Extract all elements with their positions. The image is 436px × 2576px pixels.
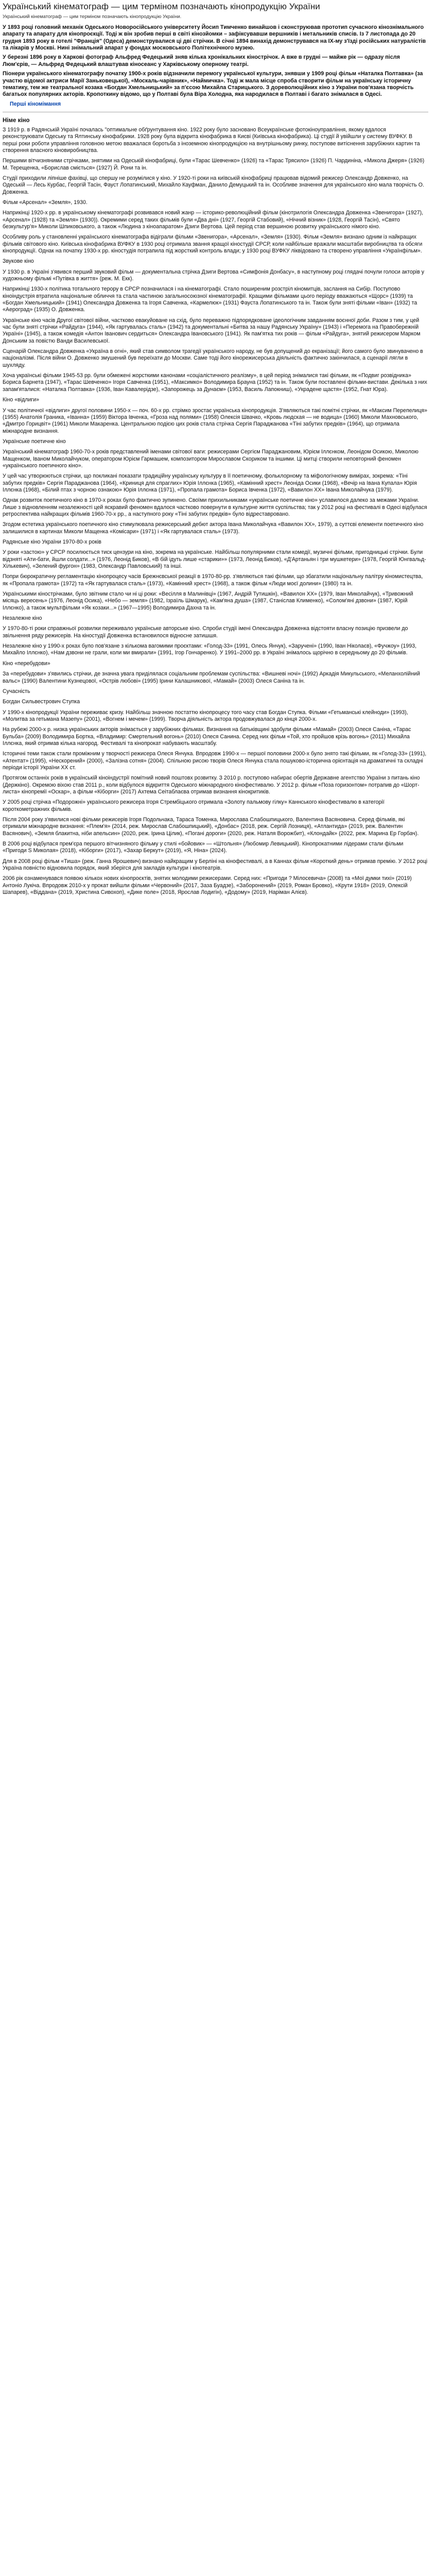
body-paragraph: Кіно «відлиги» xyxy=(3,397,40,403)
body-paragraph: Радянське кіно України 1970-80-х років xyxy=(3,539,101,545)
body-paragraph: За «перебудови» з'явились стрічки, де значна увага приділялася соціальним проблемам суспільства: «Вишневі ночі» (1992) Аркадія Микульського, «Меланхолійний вальс» (1990) Валентини Кузнецової, «Острів любові» (1995) Ірини Калашникової, «Мамай» (2003) Олеся Саніна та ін. xyxy=(3,671,420,684)
contents-item[interactable] xyxy=(10,101,428,108)
body-paragraph: У час політичної «відлиги» другої половини 1950-х — поч. 60-х рр. стрімко зростає українська кінопродукція. З'являються такі помітні стрічки, як «Максим Перепелиця» (1955) Анатолія Граника, «Іванна» (1959) Віктора Івченка, «Гроза над полями» (1958) Олексія Швачко, «Кровь людская — не водица» (1960) Миколи Махновського, «Дмитро Горицвіт» (1961) Миколи Макаренка. Центральною подією цих років стала стрічка Сергія Параджанова «Тіні забутих предків» (1964), що отримала міжнародне визнання. xyxy=(3,407,428,434)
page-title: Український кінематограф — цим терміном позначають кінопродукцію України xyxy=(3,2,320,11)
body-paragraph: Незалежне кіно у 1990-х роках було пов'язане з кількома вагомими проєктами: «Голод-33» (1991, Олесь Янчук), «Заручені» (1990, Іван Ніколаєв), «Фучжоу» (1993, Михайло Іллєнко), «Нам дзвони не грали, коли ми вмирали» (1991, Ігор Гончаренко). У 1991–2000 рр. в Україні знімалось щорічно в середньому до 20 фільмів. xyxy=(3,643,417,656)
body-paragraph: У 1930 р. в Україні з'явився перший звуковий фільм — документальна стрічка Дзиги Вертова «Симфонія Донбасу», в наступному році глядачі почули голоси акторів у художньому фільмі «Путівка в життя» (реж. М. Екк). xyxy=(3,268,425,282)
intro-paragraph: Піонери українського кінематографу початку 1900-х років відзначили перемогу української культури, знявши у 1909 році фільм «Наталка Полтавка» (за участю відомої актриси Марії Заньковецької), «Москаль-чарівник», «Наймичка». Тоді ж мала місце спроба створити фільм на українську історичну тематику, тем же театральної козака «Богдан Хмельницький» за п'єсою Михайла Старицького. З дореволюційних кіно з України пов'язана творчість багатьох популярних акторів. Кропоткину відомо, що у Полтаві була Віра Холодна, яка народилася в Полтаві і багато знімалася в Одесі. xyxy=(3,71,423,98)
body-paragraph: Хоча українські фільми 1945-53 рр. були обмежені жорсткими канонами «соціалістичного реалізму», в цей період знімалися такі фільми, як «Подвиг розвідника» Бориса Барнета (1947), «Тарас Шевченко» Ігоря Савченка (1951), «Максимко» Володимира Брауна (1952) та ін. Також були поставлені фільми-вистави. Декілька з них запам'яталися: «Наталка Полтавка» (1936, Іван Кавалерідзе), «Запорожець за Дунаєм» (1953, Василь Лапокниш), «Украдене щастя» (1952, Гнат Юра). xyxy=(3,372,427,393)
body-paragraph: Студії приходили ліпніше фахівці, що спершу не розумілися у кіно. У 1920-ті роки на київській кінофабриці працював відомий режисер Олександр Довженко, на Одеській — Лесь Курбас, Георгій Тасін, Фауст Лопатинський, Михайло Кауфман, Данило Демуцький та ін. Особливе значення для українського кіно мала творчість О. Довженка. xyxy=(3,175,424,195)
body-paragraph: Особливу роль у становленні українського кінематографа відіграли фільми «Звенигора», «Арсенал», «Земля» (1930). Фільм «Земля» визнано одним із найкращих фільмів світового кіно. Київська кінофабрика ВУФКУ в 1930 році отримала звання кращої кіностудії СРСР, коли найбільше вражали масштаби виробництва та обсяги кінопродукції. Однак на початку 1930-х рр. кіностудія потрапила під жорсткий контроль влади; у 1930 році ВУФКУ ліквідовано та створено управління «Українфільм». xyxy=(3,234,423,254)
body-paragraph: Попри бюрократичну регламентацію кінопроцесу часів Брежнєвської реакції в 1970-80-рр. з'являються такі фільми, що збагатили національну палітру кіномистецтва, як «Пропала грамота» (1972) та «Як гартувалася сталь» (1973), «Камінний хрест» (1968), а також фільм «Люди моєї долини» (1980) та ін. xyxy=(3,573,423,587)
body-paragraph: Наприкінці 1930-х політика тотального терору в СРСР позначилася і на кінематографі. Стало поширеним розстріл кіномитців, заслання на Сибір. Поступово кіноіндустрія втратила національне обличчя та стала частиною загальносоюзної кінематографії. Кращими фільмами цього періоду вважаються «Щорс» (1939) та «Богдан Хмельницький» (1941) Олександра Довженка та Ігоря Савченка, «Кармелюк» (1931) Фауста Лопатинського та ін. Також були зняті фільми «Іван» (1932) та «Аероград» (1935) О. Довженка. xyxy=(3,286,417,313)
body-paragraph: У 2005 році стрічка «Подорожні» українського режисера Ігоря Стрембіцького отримала «Золоту пальмову гілку» Каннського кінофестивалю в категорії короткометражних фільмів. xyxy=(3,799,385,812)
body-paragraph: Для в 2008 році фільм «Тиша» (реж. Ганна Ярошевич) визнано найкращим у Берліні на кінофестивалі, а в Каннах фільм «Короткий день» отримав премію. У 2012 році Україна повністю відновила порядок, який зберігся для закладів культури і кінотеатрів. xyxy=(3,858,428,872)
body-paragraph: Звукове кіно xyxy=(3,258,34,265)
contents-list xyxy=(10,101,428,108)
body-paragraph: 2006 рік ознаменувався появою кількох нових кінопроєктів, знятих молодими режисерами. Серед них: «Пригоди ? Мілосевича» (2008) та «Мої думки тихі» (2019) Антоніо Лукіча. Впродовж 2010-х у прокат вийшли фільми «Червоний» (2017, Заза Буадзе), «Заборонений» (2019, Роман Бровко), «Крути 1918» (2019, Олексій Шапарев), «Віддана» (2019, Христина Сивохоп), «Дике поле» (2018, Ярослав Лодигін), «Додому» (2019, Наріман Алієв). xyxy=(3,875,412,896)
body-paragraph: З 1919 р. в Радянській Україні почалась "оптимальне обґрунтування кіно. 1922 року було засновано Всеукраїнське фотокіноуправління, якому вдалося реконструювати Одеську та Ялтинську кінофабрики. 1928 року була відкрита кінофабрика в Києві (Київська кінофабрика). Ці студії й увійшли у систему ВУФКУ. В перші роки роботи управління головною метою вважалася боротьба з іноземною кінопродукцією на внутрішньому ринку, поступове витіснення зарубіжних картин та створення власного кіновиробництва. xyxy=(3,126,420,154)
body-paragraph: Українське кіно часів Другої світової війни, частково евакуйоване на схід, було переважно підпорядковане ідеологічним завданням воєнної доби. Разом з тим, у цей час були зняті стрічки «Райдуга» (1944), «Як гартувалась сталь» (1942) та документальні «Битва за нашу Радянську Україну» (1943) і «Перемога на Правобережній Україні» (1945), а також комедія «Антон Іванович сердиться» Олександра Івановського (1941). Як пам'ятка тих років — фільм «Райдуга», знятий режисером Марком Донським за повістю Ванди Василевської. xyxy=(3,317,421,344)
body-paragraph: Першими вітчизняними стрічками, знятими на Одеській кінофабриці, були «Тарас Шевченко» (1926) та «Тарас Трясило» (1926) П. Чардиніна, «Микола Джеря» (1926) М. Терещенка, «Борислав сміється» (1927) Й. Рони та ін. xyxy=(3,158,425,171)
body-paragraph: Богдан Сильвестрович Ступка xyxy=(3,699,80,705)
body-paragraph: Український кінематограф 1960-70-х років представлений іменами світової ваги: режисерами Сергієм Параджановим, Юрієм Іллєнком, Леонідом Осикою, Миколою Мащенком, Іваном Миколайчуком, оператором Юрієм Гармашем, композитором Мирославом Скориком та іншими. Ці митці створили неповторний феномен «українського поетичного кіно». xyxy=(3,449,418,469)
body-paragraph: В 2006 році відбулася прем'єра першого вітчизняного фільму у стилі «бойовик» — «Штольня» (Любомир Левицький). Кінопрокатними лідерами стали фільми «Пригоди S Миколая» (2018), «Кіборги» (2017), «Захар Беркут» (2019), «Я, Ніна» (2024). xyxy=(3,841,404,854)
intro-block xyxy=(3,24,428,98)
body-paragraph: У 1970-80-ті роки справжньої розвилки переживало українське авторське кіно. Спроби студії імені Олександра Довженка відстояти власну позицію призвели до звільнення ряду режисерів. На кіностудії Довженка встановилося відносне затишшя. xyxy=(3,625,408,639)
body-paragraph: Протягом останніх років в українській кіноіндустрії помітний новий поштовх розвитку. З 2010 р. поступово набирає обертів Державне агентство України з питань кіно (Держкіно). Окремою віхою став 2011 р., коли відбулося відкриття Одеського міжнародного кінофестивалю. У 2012 р. фільм «Поза горизонтом» потрапив до «Шорт-листа» кінопремії «Оскар», а фільм «Кіборги» (2017) Ахтема Сеітаблаєва отримав визнання кінокритиків. xyxy=(3,775,420,795)
body-paragraph: Фільм «Арсенал» «Земля», 1930. xyxy=(3,199,88,206)
body-paragraph: У цей час утворюються стрічки, що покликані показати традиційну українську культуру в її поетичному, фольклорному та міфологічному вимірах, зокрема: «Тіні забутих предків» Сергія Параджанова (1964), «Криниця для спраглих» Юрія Іллєнка (1965), «Камінний хрест» Леоніда Осики (1968), «Вечір на Івана Купала» Юрія Іллєнка (1968), «Білий птах з чорною ознакою» Юрія Іллєнка (1971), «Пропала грамота» Бориса Івченка (1972), «Вавилон ХХ» Івана Миколайчука (1979). xyxy=(3,473,417,493)
body-paragraph: Українськими кінострічками, було звітним стало чи ні ці роки: «Весілля в Малинівці» (1967, Андрій Тутишкін), «Вавилон ХХ» (1979, Іван Миколайчук), «Тривожний місяць вересень» (1976, Леонід Осика), «Небо — земля» (1982, Ізраїль Шмарук), «Кам'яна душа» (1987, Станіслав Клименко), «Солом'яні дзвони» (1987, Юрій Іллєнко), а також мультфільми «Як козаки...» (1967—1995) Володимира Дахна та ін. xyxy=(3,591,413,611)
section-heading: Німе кіно xyxy=(3,117,30,124)
page-subtitle: Український кінематограф — цим терміном позначають кінопродукцію України. xyxy=(3,14,182,20)
body-paragraph: У роки «застою» у СРСР посилюється тиск цензури на кіно, зокрема на українське. Найбільш популярними стали комедії, музичні фільми, пригодницькі стрічки. Були відзняті «Ати-бати, йшли солдати...» (1976, Леонід Биков), «В бій ідуть лише «старики»» (1973, Леонід Биков), «Д'Артаньян і три мушкетери» (1978, Георгій Юнгвальд-Хількевич), «Зелений фургон» (1983, Олександр Павловський) та інші. xyxy=(3,549,426,570)
body-paragraph: Історичні теми також стали проміжним у творчості режисера Олеся Янчука. Впродовж 1990-х — першої половини 2000-х було знято такі фільми, як «Голод-33» (1991), «Атентат» (1995), «Нескорений» (2000), «Залізна сотня» (2004). Спільною рисою творів Олеся Янчука стала пошуково-історична орієнтація на драматичні та складні періоди історії України ХХ ст. xyxy=(3,751,427,771)
article-body xyxy=(3,127,428,896)
body-paragraph: На рубежі 2000-х р. низка українських акторів знімається у зарубіжних фільмах. Визнання на батьківщині здобули фільми «Мамай» (2003) Олеся Саніна, «Тарас Бульба» (2009) Володимира Бортка, «Владимир: Смертельний вогонь» (2010) Олеся Санина. Серед них фільм «Той, хто пройшов крізь вогонь» (2011) Михайла Іллєнка, який отримав кілька нагород. Фестивалі та кінопрокат набувають масштабу. xyxy=(3,726,411,747)
body-paragraph: Згодом естетика українського поетичного кіно стимулювала режисерський дебют актора Івана Миколайчука «Вавилон ХХ», 1979), а суттєві елементи поетичного кіно залишилися в картинах Миколи Мащенка «Комісари» (1971) і «Як гартувалася сталь» (1973). xyxy=(3,521,424,535)
body-paragraph: У 1990-х кінопродукції України переживає кризу. Найбільш значною постаттю кінопроцесу того часу став Богдан Ступка. Фільми «Гетьманські клейноди» (1993), «Молитва за гетьмана Мазепу» (2001), «Вогнем і мечем» (1999). Творча діяльність актора продовжувалася до кінця 2000-х. xyxy=(3,709,408,722)
intro-paragraph: У 1893 році головний механік Одеського Новоросійського університету Йосип Тимченко винайшов і сконструював прототип сучасного кінознімального апарату та апарату для кінопроєкції. Тоді ж він зробив перші в світі кінозйомки – зафіксувавши вершників і метальників списів. Із 7 листопада до 20 грудня 1893 року в готелі "Франція" (Одеса) демонструвалися ці дві стрічки. В січні 1894 винахід демонструвався на ІХ-му з'їзді російських натуралістів та лікарів у Москві. Нині знімальний апарат у фондах московського Політехнічного музею. xyxy=(3,24,426,52)
body-paragraph: Сучасність xyxy=(3,688,30,694)
body-paragraph: Сценарій Олександра Довженка «Україна в огні», який став символом трагедії українського народу, не був допущений до екранізації; його самого було звинувачено в націоналізмі. Після війни О. Довженко змушений був переїхати до Москви. Саме тоді його кінорежисерська діяльність фактично закінчилася, а сценарії лягли в шухляду. xyxy=(3,348,423,368)
intro-paragraph: У березні 1896 року в Харкові фотограф Альфред Федецький зняв кілька хронікальних кінострічок. А вже в грудні — майже рік — одразу після Люм'єрів, — Альфред Федецький влаштував кіносеанс у Харківському оперному театрі. xyxy=(3,54,400,67)
body-paragraph: Після 2004 року з'явилися нові фільми режисерів Ігоря Подольчака, Тараса Томенка, Мирослава Слабошпицького, Валентина Васяновича. Серед фільмів, які отримали міжнародне визнання: «Плем'я» (2014, реж. Мирослав Слабошпицький), «Донбас» (2018, реж. Сергій Лозниця), «Атлантида» (2019, реж. Валентин Васянович), «Земля блакитна, ніби апельсин» (2020, реж. Ірина Цілик), «Погані дороги» (2020, реж. Наталя Ворожбит), «Клондайк» (2022, реж. Марина Ер Горбач). xyxy=(3,817,419,837)
contents-link[interactable]: Перші кіномімання xyxy=(10,100,61,107)
body-paragraph: Кіно «перебудови» xyxy=(3,660,50,667)
body-paragraph: Однак розвиток поетичного кіно в 1970-х роках було фактично зупинено. Своїми прихильниками «українське поетичне кіно» уславилося далеко за межами України. Лише з відновленням незалежності цей яскравий феномен вдалося частково повернути в культурне життя суспільства; так у 2012 році на фестивалі в Одесі відбулася ретроспектива найкращих фільмів 1960-70-х рр., а наступного року «Тіні забутих предків» було відреставровано. xyxy=(3,497,427,517)
body-paragraph: Українське поетичне кіно xyxy=(3,438,66,445)
body-paragraph: Наприкінці 1920-х рр. в українському кінематографі розвивався новий жанр — історико-революційний фільм (кінотрилогія Олександра Довженка «Звенигора» (1927), «Арсенал» (1928) та «Земля» (1930)). Окремими серед таких фільмів були «Два дні» (1927, Георгій Стабовий), «Нічний візник» (1928, Георгій Тасін), «Свято безкультур'я» Миколи Шпиковського, а також «Людина з кіноапаратом» Дзиги Вертова. Цей період став вершиною розвитку українського німого кіно. xyxy=(3,210,424,230)
body-paragraph: Незалежне кіно xyxy=(3,615,42,622)
article-page xyxy=(0,0,431,906)
